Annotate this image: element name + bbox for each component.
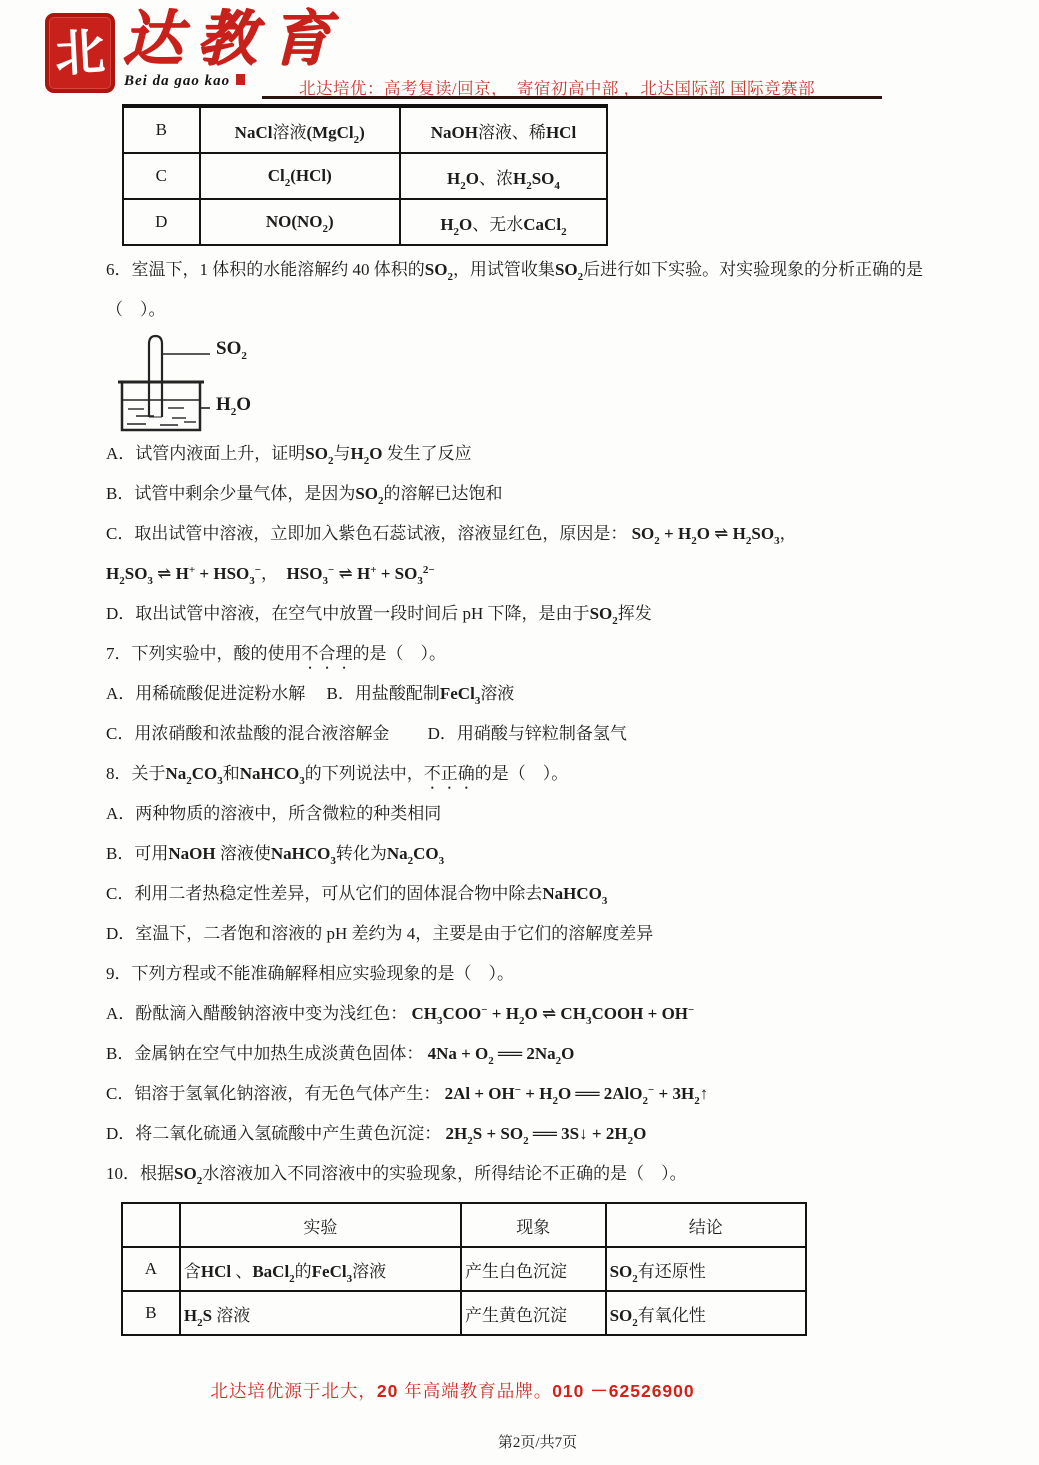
brand-tagline	[124, 73, 245, 90]
table-row	[122, 1291, 806, 1335]
question-8-stem: 8．关于$Na_2CO_3$和NaHCO$_3$的下列说法中，不正确的是（ ）。	[106, 764, 569, 787]
header-divider	[262, 96, 882, 99]
table-row	[123, 199, 607, 245]
table-row	[122, 1247, 806, 1291]
conclusion-cell: $SO_2$有氧化性	[606, 1291, 806, 1335]
footer-text: 北达培优源于北大，	[210, 1381, 377, 1401]
q9-option-b: B．金属钠在空气中加热生成淡黄色固体： $4Na + O_2$ ══ $2Na_2O$	[106, 1044, 575, 1067]
seal-character: 北	[53, 23, 107, 83]
row-label: A	[122, 1247, 180, 1291]
experiment-cell: $H_2S$ 溶液	[180, 1291, 461, 1335]
question-10-stem: 10．根据$SO_2$水溶液加入不同溶液中的实验现象，所得结论不正确的是（ ）。	[106, 1164, 687, 1187]
red-square-icon	[236, 74, 245, 85]
footer-brand-line	[106, 1378, 969, 1403]
beaker-testtube-drawing	[116, 330, 212, 434]
tagline-text: Bei da gao kao	[124, 73, 231, 89]
q8-option-d: D．室温下，二者饱和溶液的 pH 差约为 4，主要是由于它们的溶解度差异	[106, 924, 654, 943]
substance-cell: NaCl溶液(MgCl$_2$)	[200, 106, 400, 153]
substance-cell: $NO(NO_2)$	[200, 199, 400, 245]
table-row	[123, 153, 607, 199]
q6-option-d: D．取出试管中溶液，在空气中放置一段时间后 pH 下降，是由于$SO_2$挥发	[106, 604, 652, 627]
h2o-label: $H_2O$	[216, 394, 252, 418]
question-area	[106, 246, 969, 1452]
q10-header-row	[122, 1203, 806, 1247]
substance-cell: $Cl_2(HCl)$	[200, 153, 400, 199]
reagent-cell: NaOH溶液、稀HCl	[400, 106, 607, 153]
experiment-diagram	[116, 330, 416, 434]
question-6-stem: 6．室温下，1 体积的水能溶解约 40 体积的$SO_2$，用试管收集$SO_2$后进行如下实验。对实验现象的分析正确的是（ ）。	[106, 260, 924, 319]
q9-option-d: D．将二氧化硫通入氢硫酸中产生黄色沉淀： $2H_2S + SO_2$ ══ 3S↓ + $2H_2O$	[106, 1124, 647, 1147]
q6-option-b: B．试管中剩余少量气体，是因为$SO_2$的溶解已达饱和	[106, 484, 503, 507]
q7-options-cd: C．用浓硝酸和浓盐酸的混合液溶解金 D．用硝酸与锌粒制备氢气	[106, 724, 627, 743]
footer-years: 20	[376, 1381, 399, 1401]
q8-option-a: A．两种物质的溶液中，所含微粒的种类相同	[106, 804, 442, 823]
experiment-cell: 含HCl 、BaCl$_2$的FeCl$_3$溶液	[180, 1247, 461, 1291]
conclusion-cell: $SO_2$有还原性	[606, 1247, 806, 1291]
phenomenon-cell: 产生白色沉淀	[461, 1247, 606, 1291]
q9-option-c: C．铝溶于氢氧化钠溶液，有无色气体产生： $2Al + OH^- + H_2O$ ══ $2AlO_2^- + 3H_2↑$	[106, 1084, 709, 1107]
brand-logo-text: 达教育	[122, 6, 344, 72]
q6-option-c-continued: $H_2SO_3$ ⇌ $H^+ + HSO_3^-$， $HSO_3^-$ ⇌ $H^+ + SO_3^{2-}$	[106, 564, 435, 587]
footer-phone: 010 －62526900	[552, 1381, 695, 1401]
table-row	[123, 106, 607, 153]
row-label: B	[123, 106, 200, 153]
so2-label: $SO_2$	[216, 338, 247, 362]
header-blank	[122, 1203, 180, 1247]
reagent-cell: $H_2O$、无水CaCl$_2$	[400, 199, 607, 245]
row-label: B	[122, 1291, 180, 1335]
page-indicator: 第2页/共7页	[497, 1435, 578, 1451]
q6-option-c: C．取出试管中溶液，立即加入紫色石蕊试液，溶液显红色，原因是： $SO_2 + H_2O$ ⇌ $H_2SO_3$，	[106, 524, 797, 547]
q7-options-ab: A．用稀硫酸促进淀粉水解 B．用盐酸配制FeCl$_3$溶液	[106, 684, 515, 707]
q8-option-c: C．利用二者热稳定性差异，可从它们的固体混合物中除去NaHCO$_3$	[106, 884, 608, 907]
row-label: D	[123, 199, 200, 245]
header-experiment: 实验	[180, 1203, 461, 1247]
phenomenon-cell: 产生黄色沉淀	[461, 1291, 606, 1335]
question-7-stem: 7．下列实验中，酸的使用不合理的是（ ）。	[106, 644, 446, 663]
reagent-cell: $H_2O$、浓$H_2SO_4$	[400, 153, 607, 199]
brand-seal-logo	[45, 13, 115, 93]
continuation-table	[122, 104, 608, 246]
header-conclusion: 结论	[606, 1203, 806, 1247]
q9-option-a: A．酚酞滴入醋酸钠溶液中变为浅红色： $CH_3COO^- + H_2O$ ⇌ $CH_3COOH + OH^-$	[106, 1004, 695, 1027]
footer-text: 年高端教育品牌。	[398, 1381, 553, 1401]
header	[0, 0, 1039, 104]
q6-option-a: A．试管内液面上升，证明$SO_2$与$H_2O$ 发生了反应	[106, 444, 472, 467]
q10-table	[121, 1202, 807, 1336]
header-slogan: 北达培优：高考复读/回京， 寄宿初高中部 ，北达国际部 国际竞赛部	[299, 79, 816, 98]
q8-option-b: B．可用NaOH 溶液使NaHCO$_3$转化为$Na_2CO_3$	[106, 844, 445, 867]
row-label: C	[123, 153, 200, 199]
header-phenomenon: 现象	[461, 1203, 606, 1247]
question-9-stem: 9．下列方程或不能准确解释相应实验现象的是（ ）。	[106, 964, 514, 983]
